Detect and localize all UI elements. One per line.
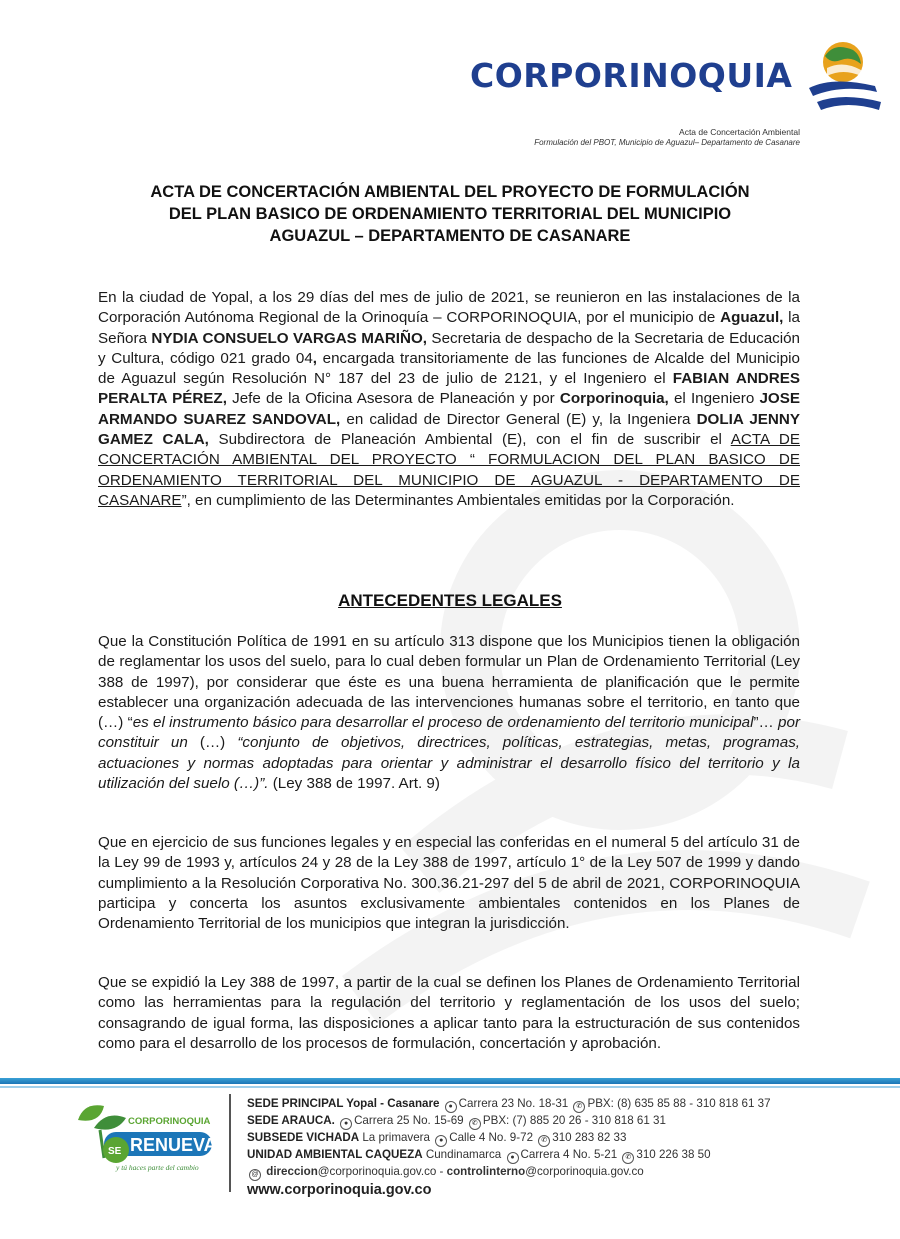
svg-text:y tú haces parte del cambio: y tú haces parte del cambio [116,1163,199,1172]
contact-row-email: @ direccion@corporinoquia.gov.co - controlinterno@corporinoquia.gov.co [247,1164,887,1181]
email-icon: @ [249,1169,261,1181]
footer-rule [0,1078,900,1084]
svg-text:SE: SE [108,1146,122,1157]
section-heading: ANTECEDENTES LEGALES [338,591,562,610]
intro-paragraph: En la ciudad de Yopal, a los 29 días del mes de julio de 2021, se reunieron en las instalaciones de la Corporación Autónoma Regional de la Orinoquía – CORPORINOQUIA, por el municipio de Aguazul, la Señora NYDIA CONSUELO VARGAS MARIÑO, Secretaria de despacho de la Secretaria de Educación y Cultura, código 021 grado 04, encargada transitoriamente de las funciones de Alcalde del Municipio de Aguazul según Resolución N° 187 del 23 de julio de 2121, y el Ingeniero el FABIAN ANDRES PERALTA PÉREZ, Jefe de la Oficina Asesora de Planeación y por Corporinoquia, el Ingeniero JOSE ARMANDO SUAREZ SANDOVAL, en calidad de Director General (E) y, la Ingeniera DOLIA JENNY GAMEZ CALA, Subdirectora de Planeación Ambiental (E), con el fin de suscribir el ACTA DE CONCERTACIÓN AMBIENTAL DEL PROYECTO “ FORMULACION DEL PLAN BASICO DE ORDENAMIENTO TERRITORIAL DEL MUNICIPIO DE AGUAZUL - DEPARTAMENTO DE CASANARE”, en cumplimiento de las Determinantes Ambientales emitidas por la Corporación. [98,289,800,509]
website-link[interactable]: www.corporinoquia.gov.co [247,1182,432,1198]
title-line-2: DEL PLAN BASICO DE ORDENAMIENTO TERRITORIAL DEL MUNICIPIO [168,205,732,223]
renueva-badge-logo [70,1098,220,1183]
contact-row-caqueza: UNIDAD AMBIENTAL CAQUEZA Cundinamarca ● Carrera 4 No. 5-21 ✆ 310 226 38 50 [247,1147,887,1164]
phone-icon: ✆ [538,1135,550,1147]
legal-paragraph-3: Que se expidió la Ley 388 de 1997, a partir de la cual se definen los Planes de Ordenamiento Territorial como las herramientas para la regulación del territorio y reglamentación de los usos del suelo; consagrando de igual forma, las disposiciones a aplicar tanto para la estructuración de sus contenidos como para el desarrollo de los procesos de formulación, concertación y aprobación. [98,974,800,1052]
footer-rule-accent [0,1086,900,1088]
location-pin-icon: ● [435,1135,447,1147]
contact-row-vichada: SUBSEDE VICHADA La primavera ● Calle 4 No. 9-72 ✆ 310 283 82 33 [247,1130,887,1147]
acta-reference: ACTA DE CONCERTACIÓN AMBIENTAL DEL PROYECTO “ FORMULACION DEL PLAN BASICO DE ORDENAMIENTO TERRITORIAL DEL MUNICIPIO DE AGUAZUL - DEPARTAMENTO DE CASANARE [98,431,800,509]
document-title [80,181,820,247]
location-pin-icon: ● [445,1101,457,1113]
location-pin-icon: ● [340,1118,352,1130]
svg-text:RENUEVA: RENUEVA [130,1135,217,1155]
phone-icon: ✆ [573,1101,585,1113]
svg-text:CORPORINOQUIA: CORPORINOQUIA [128,1116,211,1127]
legal-paragraph-2: Que en ejercicio de sus funciones legales y en especial las conferidas en el numeral 5 del artículo 31 de la Ley 99 de 1993 y, artículos 24 y 28 de la Ley 388 de 1997, artículo 1° de la Ley 507 de 1999 y dando cumplimiento a la Resolución Corporativa No. 300.36.21-297 del 5 de abril de 2021, CORPORINOQUIA participa y concerta los asuntos exclusivamente ambientales contenidos en los Planes de Ordenamiento Territorial de los municipios que integran la jurisdicción. [98,834,800,933]
legal-paragraph-1: Que la Constitución Política de 1991 en su artículo 313 dispone que los Municipios tienen la obligación de reglamentar los usos del suelo, para lo cual deben formular un Plan de Ordenamiento Territorial (Ley 388 de 1997), por considerar que éste es una buena herramienta de planificación que le permite establecer una organización adecuada de las intervenciones humanas sobre el territorio, en tanto que (…) “es el instrumento básico para desarrollar el proceso de ordenamiento del territorio municipal”… por constituir un (…) “conjunto de objetivos, directrices, políticas, estrategias, metas, programas, actuaciones y normas adoptadas para orientar y administrar el desarrollo físico del territorio y la utilización del suelo (…)”. (Ley 388 de 1997. Art. 9) [98,633,801,793]
header-document-type: Acta de Concertación Ambiental [679,127,800,137]
location-pin-icon: ● [507,1152,519,1164]
contact-row-arauca: SEDE ARAUCA. ● Carrera 25 No. 15-69 ✆ PBX: (7) 885 20 26 - 310 818 61 31 [247,1113,887,1130]
title-line-3: AGUAZUL – DEPARTAMENTO DE CASANARE [269,227,631,245]
title-line-1: ACTA DE CONCERTACIÓN AMBIENTAL DEL PROYECTO DE FORMULACIÓN [150,183,750,201]
header-project: Formulación del PBOT, Municipio de Aguazul– Departamento de Casanare [534,138,800,147]
contact-row-main: SEDE PRINCIPAL Yopal - Casanare ● Carrera 23 No. 18-31 ✆ PBX: (8) 635 85 88 - 310 818 61 37 [247,1096,887,1113]
footer-contact [247,1096,887,1198]
corporinoquia-logo-icon [803,36,883,118]
phone-icon: ✆ [622,1152,634,1164]
footer-divider [229,1094,231,1192]
phone-icon: ✆ [469,1118,481,1130]
brand-name: CORPORINOQUIA [470,56,793,95]
email-control-interno[interactable]: controlinterno@corporinoquia.gov.co [446,1165,644,1178]
email-direccion[interactable]: direccion@corporinoquia.gov.co [266,1165,437,1178]
